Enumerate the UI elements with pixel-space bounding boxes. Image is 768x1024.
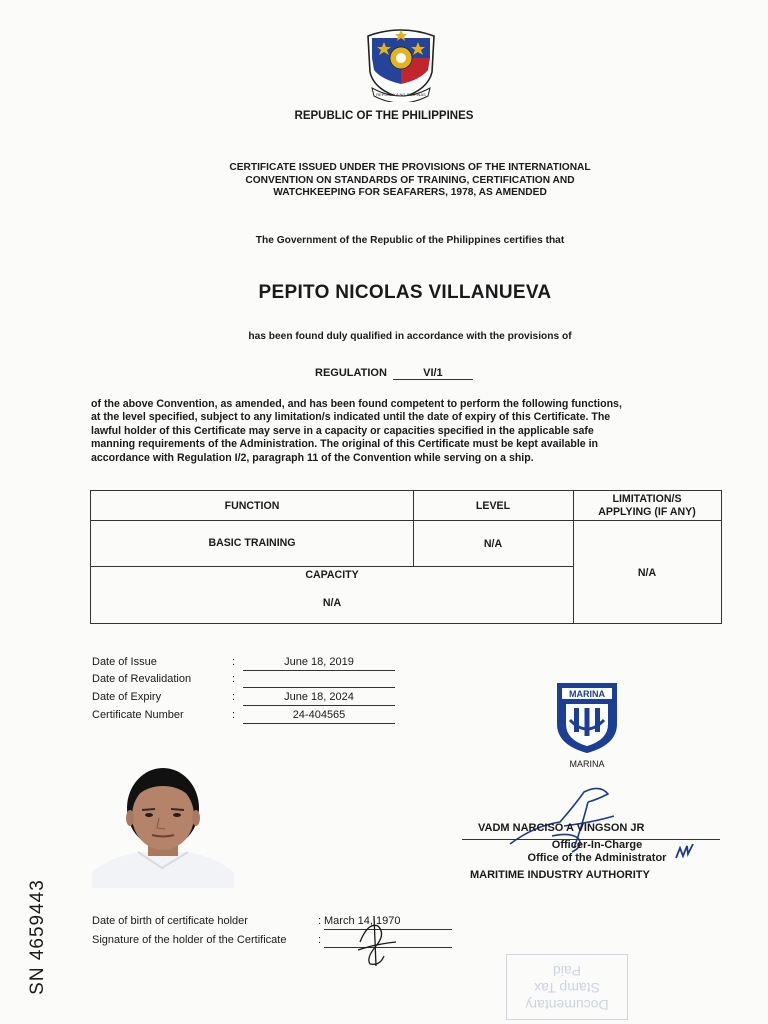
stamp-line: Documentary — [525, 997, 609, 1013]
function-table — [90, 490, 722, 624]
stamp-line: Paid — [552, 963, 582, 979]
serial-number: SN 4659443 — [26, 879, 48, 995]
colon: : — [318, 915, 322, 927]
level-value: N/A — [483, 538, 503, 550]
colon: : — [318, 934, 322, 946]
capacity-label: CAPACITY — [305, 569, 359, 581]
table-divider — [91, 566, 573, 567]
convention-line: CONVENTION ON STANDARDS OF TRAINING, CERTIFICATION AND — [245, 174, 575, 186]
body-line: at the level specified, subject to any limitation/s indicated until the date of expiry of this Certificate. The — [91, 411, 611, 424]
certificate-number-label: Certificate Number — [92, 709, 184, 721]
regulation — [315, 367, 473, 380]
regulation-label: REGULATION — [315, 367, 387, 379]
documentary-stamp — [506, 954, 628, 1020]
svg-text:MARINA: MARINA — [569, 689, 605, 699]
expiry-date-label: Date of Expiry — [92, 691, 162, 703]
body-line: manning requirements of the Administration. The original of this Certificate must be kept available in — [91, 438, 599, 451]
capacity-value: N/A — [322, 597, 342, 609]
official-agency: MARITIME INDUSTRY AUTHORITY — [470, 869, 650, 881]
col-header-function: FUNCTION — [224, 500, 280, 512]
expiry-date-value: June 18, 2024 — [243, 691, 395, 706]
colon: : — [232, 691, 236, 703]
col-header-limitation-line: LIMITATION/S — [612, 493, 682, 505]
body-line: accordance with Regulation I/2, paragraph 11 of the Convention while serving on a ship. — [91, 451, 534, 464]
holder-signature-label: Signature of the holder of the Certificate — [92, 934, 287, 946]
table-divider — [91, 520, 721, 521]
svg-text:REPUBLIKA NG PILIPINAS: REPUBLIKA NG PILIPINAS — [376, 92, 426, 97]
colon: : — [232, 709, 236, 721]
col-header-limitation-line: APPLYING (IF ANY) — [598, 506, 696, 518]
issue-date-label: Date of Issue — [92, 656, 157, 668]
holder-photo — [92, 758, 234, 888]
colon: : — [232, 656, 236, 668]
certificate-number-value: 24-404565 — [243, 709, 395, 724]
colon: : — [232, 673, 236, 685]
revalidation-date-label: Date of Revalidation — [92, 673, 192, 685]
convention-line: WATCHKEEPING FOR SEAFARERS, 1978, AS AMENDED — [273, 187, 547, 198]
competency-statement — [91, 398, 724, 465]
issue-date-value: June 18, 2019 — [243, 656, 395, 671]
revalidation-date-value — [243, 673, 395, 688]
dob-value: March 14, 1970 — [324, 915, 452, 930]
body-line: of the above Convention, as amended, and has been found competent to perform the following functions, — [91, 398, 622, 410]
official-name: VADM NARCISO A VINGSON JR — [478, 822, 645, 834]
dob-label: Date of birth of certificate holder — [92, 915, 248, 927]
initials-mark — [674, 842, 694, 862]
certifies-text: The Government of the Republic of the Philippines certifies that — [255, 235, 565, 246]
function-value: BASIC TRAINING — [208, 537, 296, 549]
philippine-seal-icon — [362, 26, 440, 102]
col-header-limitation — [573, 493, 721, 519]
holder-signature — [350, 912, 400, 968]
col-header-level: LEVEL — [475, 500, 511, 512]
holder-name: PEPITO NICOLAS VILLANUEVA — [258, 282, 552, 303]
convention-statement — [150, 162, 670, 200]
regulation-value: VI/1 — [393, 367, 473, 380]
marina-label: MARINA — [569, 759, 605, 769]
official-title: Officer-In-Charge — [551, 839, 643, 851]
body-line: lawful holder of this Certificate may serve in a capacity or capacities specified in the applicable safe — [91, 424, 594, 437]
official-office: Office of the Administrator — [527, 852, 667, 864]
country-heading: REPUBLIC OF THE PHILIPPINES — [294, 110, 474, 122]
limitation-value: N/A — [637, 567, 657, 579]
qualified-text: has been found duly qualified in accordance with the provisions of — [248, 331, 572, 342]
marina-logo-icon — [556, 682, 618, 754]
stamp-line: Stamp Tax — [534, 980, 600, 996]
convention-line: CERTIFICATE ISSUED UNDER THE PROVISIONS OF THE INTERNATIONAL — [229, 162, 591, 173]
